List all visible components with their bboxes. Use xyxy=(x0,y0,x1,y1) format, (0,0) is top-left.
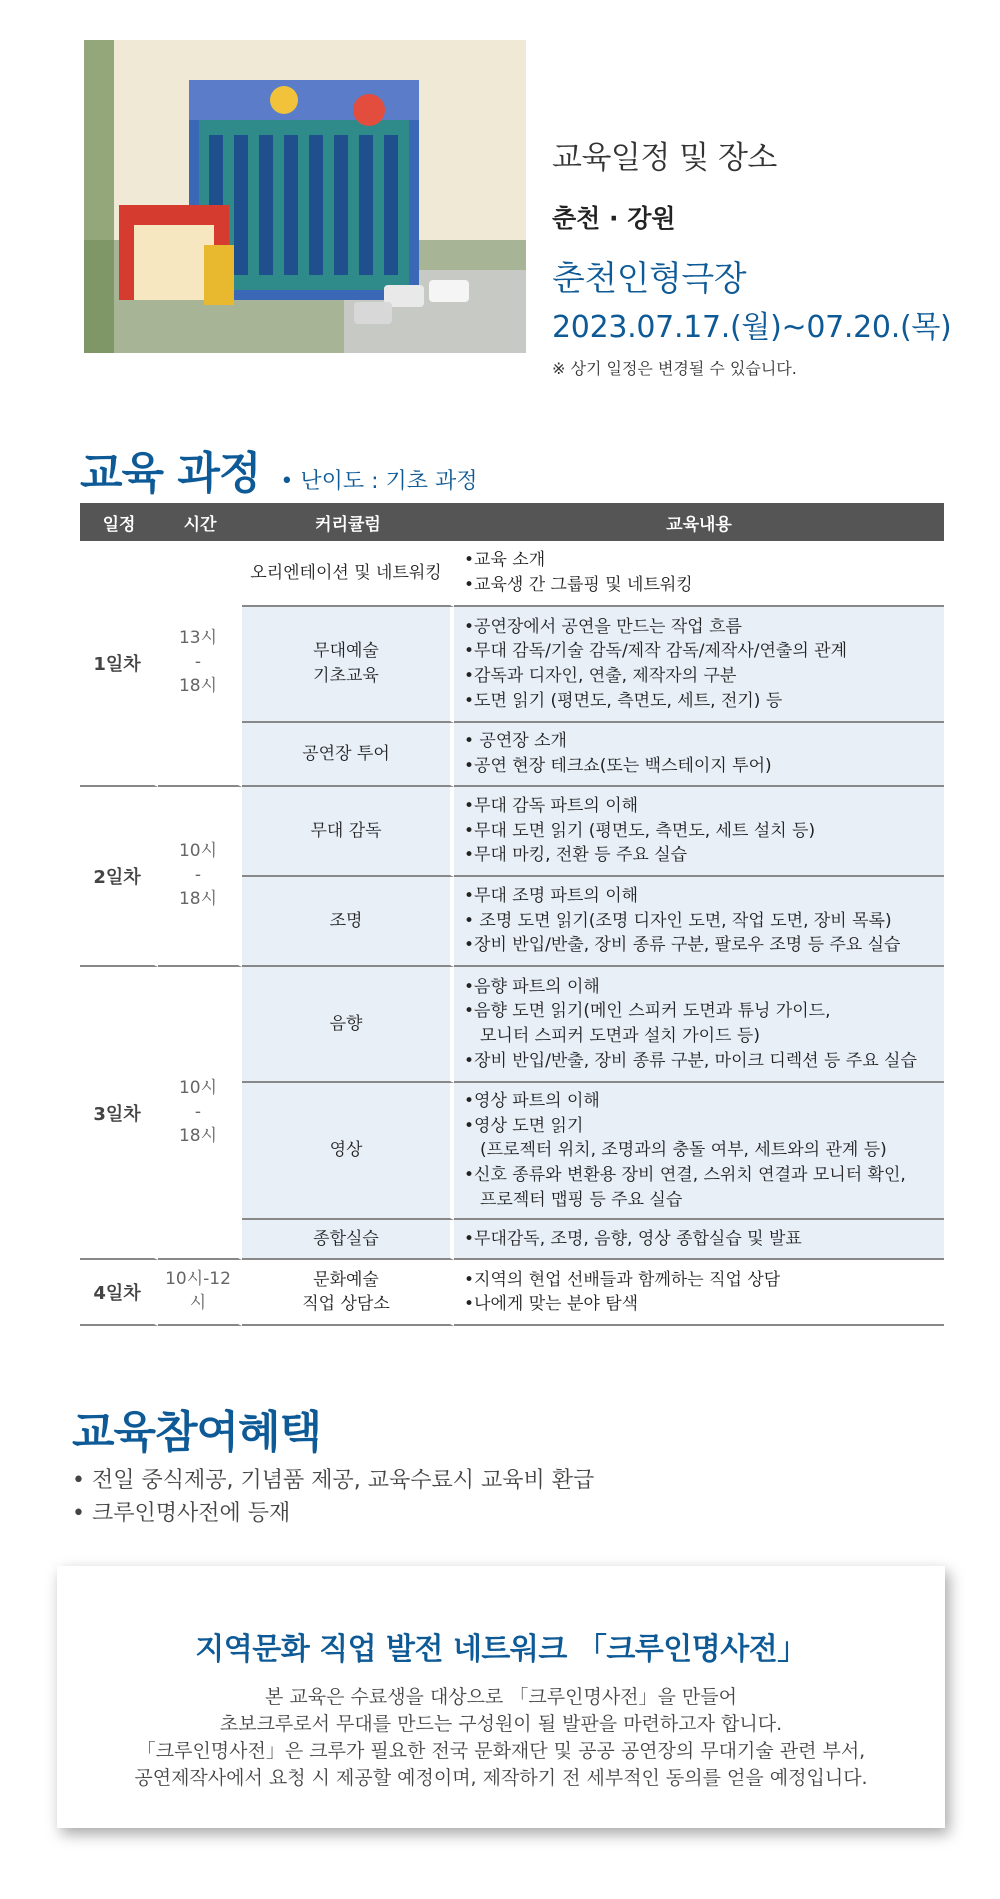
curriculum-cell: 무대예술 기초교육 xyxy=(242,607,454,723)
theater-illustration xyxy=(84,40,526,353)
col-header-content: 교육내용 xyxy=(454,503,944,541)
curriculum-cell: 오리엔테이션 및 네트워킹 xyxy=(242,541,454,607)
time-cell: 10시-12시 xyxy=(158,1260,242,1326)
benefits-list xyxy=(72,1464,594,1530)
time-cell: 10시 - 18시 xyxy=(158,967,242,1260)
curriculum-cell: 영상 xyxy=(242,1083,454,1220)
schedule-heading: 교육일정 및 장소 xyxy=(552,140,777,176)
region-label: 춘천 · 강원 xyxy=(552,204,676,233)
crew-line: 초보크루로서 무대를 만드는 구성원이 될 발판을 마련하고자 합니다. xyxy=(219,1712,783,1735)
day-cell: 4일차 xyxy=(80,1260,158,1326)
content-cell: •무대 조명 파트의 이해 • 조명 도면 읽기(조명 디자인 도면, 작업 도면, 장비 목록) •장비 반입/반출, 장비 종류 구분, 팔로우 조명 등 주요 실습 xyxy=(454,877,944,967)
table-row xyxy=(80,787,944,877)
content-cell: •지역의 현업 선배들과 함께하는 직업 상담 •나에게 맞는 분야 탐색 xyxy=(454,1260,944,1326)
table-row xyxy=(80,541,944,607)
day-cell: 3일차 xyxy=(80,967,158,1260)
difficulty-label: • 난이도 : 기초 과정 xyxy=(280,469,478,494)
col-header-time: 시간 xyxy=(158,503,242,541)
theater-photo xyxy=(84,40,526,353)
course-header xyxy=(80,437,477,501)
crew-description xyxy=(57,1684,945,1792)
col-header-day: 일정 xyxy=(80,503,158,541)
list-item: • 전일 중식제공, 기념품 제공, 교육수료시 교육비 환급 xyxy=(72,1468,595,1493)
curriculum-cell: 문화예술 직업 상담소 xyxy=(242,1260,454,1326)
crew-line: 본 교육은 수료생을 대상으로 「크루인명사전」을 만들어 xyxy=(265,1686,737,1708)
content-cell: •영상 파트의 이해 •영상 도면 읽기 (프로젝터 위치, 조명과의 충돌 여부, 세트와의 관계 등) •신호 종류와 변환용 장비 연결, 스위치 연결과 모니터 확인, 프로젝터 맵핑 등 주요 실습 xyxy=(454,1083,944,1220)
content-cell: •공연장에서 공연을 만드는 작업 흐름 •무대 감독/기술 감독/제작 감독/제작사/연출의 관계 •감독과 디자인, 연출, 제작자의 구분 •도면 읽기 (평면도, 측면도, 세트, 전기) 등 xyxy=(454,607,944,723)
crew-line: 공연제작사에서 요청 시 제공할 예정이며, 제작하기 전 세부적인 동의를 얻을 예정입니다. xyxy=(134,1766,868,1789)
day-cell: 2일차 xyxy=(80,787,158,967)
time-cell: 10시 - 18시 xyxy=(158,787,242,967)
content-cell: • 공연장 소개 •공연 현장 테크쇼(또는 백스테이지 투어) xyxy=(454,723,944,787)
schedule-info xyxy=(552,132,951,379)
crew-directory-box xyxy=(57,1566,945,1828)
curriculum-cell: 조명 xyxy=(242,877,454,967)
table-header-row xyxy=(80,503,944,541)
curriculum-cell: 공연장 투어 xyxy=(242,723,454,787)
schedule-note: ※ 상기 일정은 변경될 수 있습니다. xyxy=(552,359,797,378)
curriculum-cell: 종합실습 xyxy=(242,1220,454,1260)
date-range: 2023.07.17.(월)~07.20.(목) xyxy=(552,310,952,345)
course-title: 교육 과정 xyxy=(80,448,261,499)
curriculum-cell: 무대 감독 xyxy=(242,787,454,877)
time-cell: 13시 - 18시 xyxy=(158,541,242,787)
content-cell: •무대 감독 파트의 이해 •무대 도면 읽기 (평면도, 측면도, 세트 설치 등) •무대 마킹, 전환 등 주요 실습 xyxy=(454,787,944,877)
content-cell: •무대감독, 조명, 음향, 영상 종합실습 및 발표 xyxy=(454,1220,944,1260)
content-cell: •교육 소개 •교육생 간 그룹핑 및 네트워킹 xyxy=(454,541,944,607)
benefits-title: 교육참여혜택 xyxy=(72,1407,322,1458)
day-cell: 1일차 xyxy=(80,541,158,787)
venue-name: 춘천인형극장 xyxy=(552,259,747,299)
table-row xyxy=(80,967,944,1083)
content-cell: •음향 파트의 이해 •음향 도면 읽기(메인 스피커 도면과 튜닝 가이드, 모니터 스피커 도면과 설치 가이드 등) •장비 반입/반출, 장비 종류 구분, 마이크 디렉션 등 주요 실습 xyxy=(454,967,944,1083)
crew-title: 지역문화 직업 발전 네트워크 「크루인명사전」 xyxy=(195,1632,807,1667)
col-header-curriculum: 커리큘럼 xyxy=(242,503,454,541)
table-row xyxy=(80,1260,944,1326)
list-item: • 크루인명사전에 등재 xyxy=(72,1501,291,1526)
curriculum-cell: 음향 xyxy=(242,967,454,1083)
crew-line: 「크루인명사전」은 크루가 필요한 전국 문화재단 및 공공 공연장의 무대기술 관련 부서, xyxy=(136,1739,866,1762)
course-table xyxy=(80,503,944,1326)
